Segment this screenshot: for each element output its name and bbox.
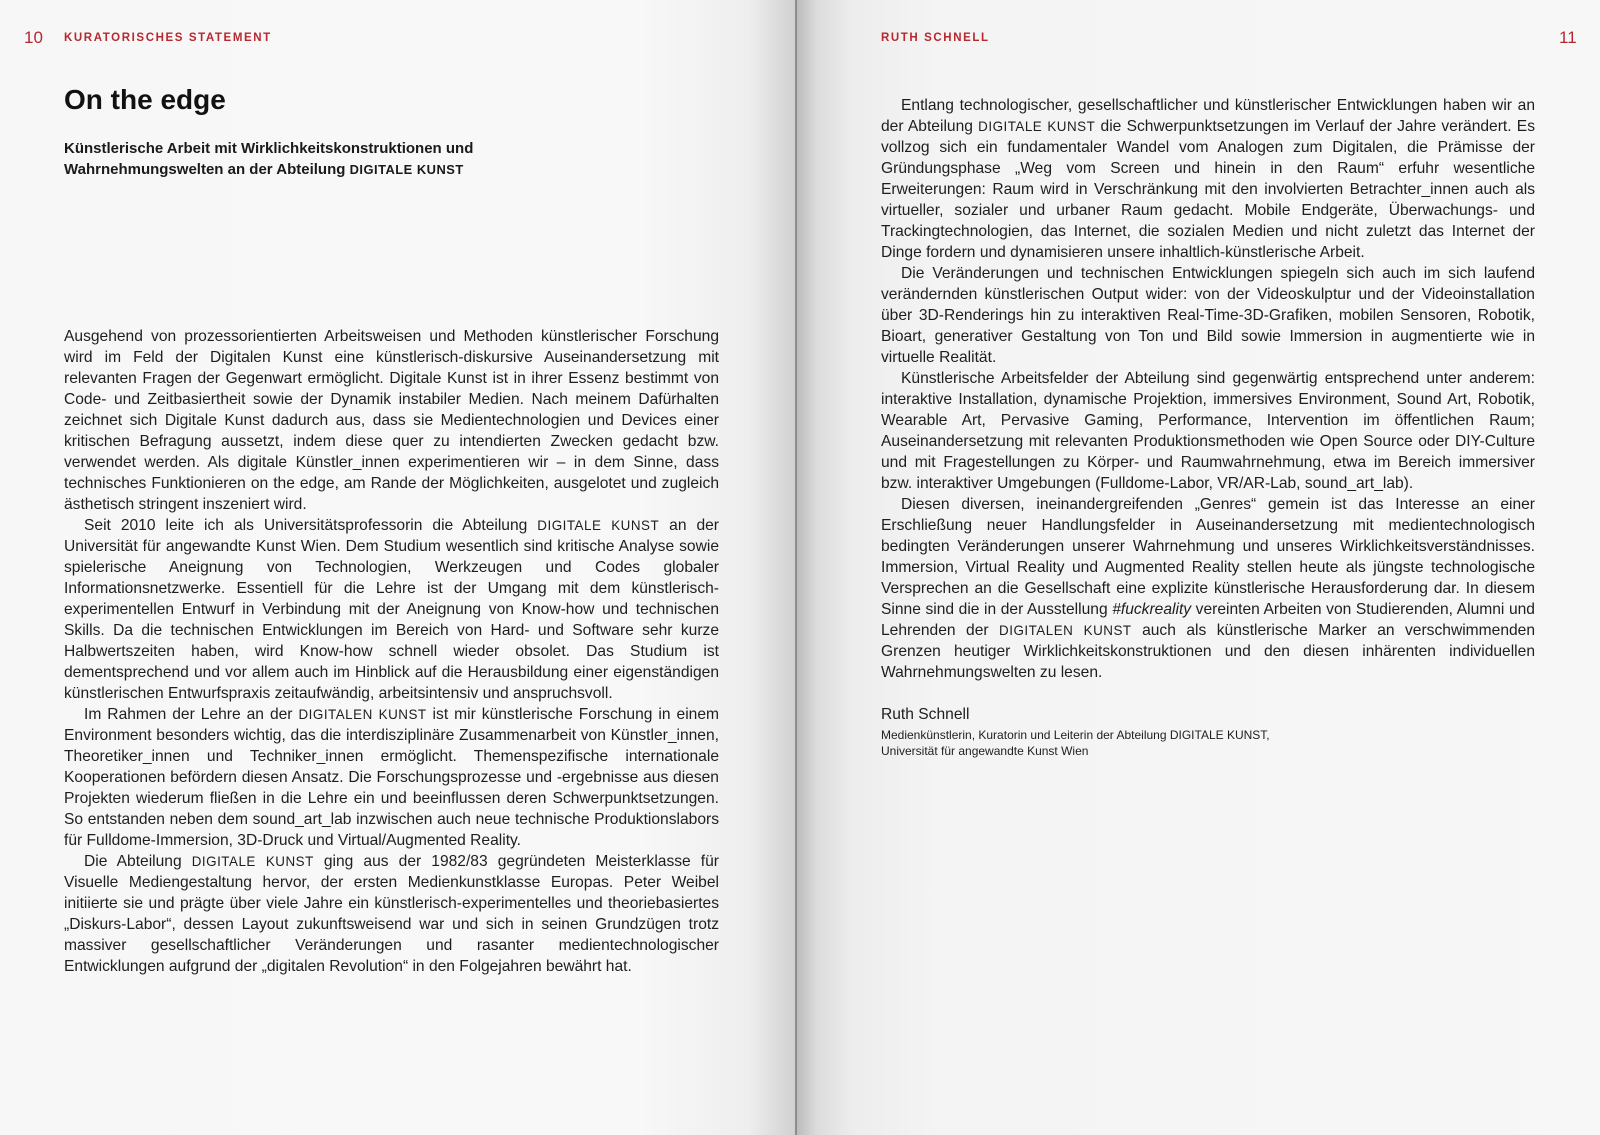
paragraph [64, 704, 719, 851]
department-name: DIGITALE KUNST [978, 119, 1096, 134]
text-run: an der Universität für angewandte Kunst Wien. Dem Studium wesentlich sind kritische Analyse sowie spielerische Aneignung von Technologien, Werkzeugen und Codes globaler Informationsnetzwerke. Essentiell für die Lehre ist der Umgang mit dem künstlerisch-experimentellen Entwurf in Verbindung mit der Aneignung von Know-how und technischen Skills. Da die technischen Entwicklungen im Bereich von Hard- und Software sehr kurze Halbwertszeiten haben, wird Know-how schnell wieder obsolet. Das Studium ist dementsprechend und vor allem auch im Hinblick auf die Herausbildung einer eigenständigen künstlerischen Entwurfspraxis zeitaufwändig, arbeitsintensiv und anspruchsvoll. [64, 517, 719, 702]
left-body-text [64, 326, 719, 977]
subtitle-text: Künstlerische Arbeit mit Wirklichkeitskonstruktionen und Wahrnehmungswelten an der Abteilung [64, 140, 474, 178]
running-head-left: KURATORISCHES STATEMENT [64, 32, 272, 44]
paragraph [881, 494, 1535, 683]
paragraph [64, 851, 719, 977]
subtitle-department: DIGITALE KUNST [349, 162, 464, 177]
right-body-text [881, 95, 1535, 759]
department-name: DIGITALE KUNST [191, 854, 314, 869]
text-run: die Schwerpunktsetzungen im Verlauf der Jahre verändert. Es vollzog sich ein fundamentaler Wandel vom Analogen zum Digitalen, die Prämisse der Gründungsphase „Weg vom Screen und hinein in den Raum“ erfuhr wesentliche Erweiterungen: Raum wird in Verschränkung mit den involvierten Betrachter_innen auch als virtueller, sozialer und urbaner Raum gedacht. Mobile Endgeräte, Überwachungs- und Trackingtechnologien, das Internet, die sozialen Medien und nicht zuletzt das Internet der Dinge fordern und dynamisieren unsere inhaltlich-künstlerische Arbeit. [881, 118, 1535, 261]
page-number-left: 10 [24, 28, 43, 47]
text-run: ist mir künstlerische Forschung in einem Environment besonders wichtig, das die interdisziplinäre Zusammenarbeit von Künstler_innen, Theoretiker_innen und Techniker_innen ermöglicht. Themenspezifische internationale Kooperationen befördern diesen Ansatz. Die Forschungsprozesse und -ergebnisse aus diesen Projekten wiederum fließen in die Lehre ein und beeinflussen deren Schwerpunktsetzungen. So entstanden neben dem sound_art_lab inzwischen auch neue technische Produktionslabors für Fulldome-Immersion, 3D-Druck und Virtual/Augmented Reality. [64, 706, 720, 849]
left-page [0, 0, 797, 1135]
department-name: DIGITALEN KUNST [298, 707, 427, 722]
text-run: auch als künstlerische Marker an verschwimmenden Grenzen heutiger Wirklichkeitskonstruktionen und den diesen inhärenten individuellen Wahrnehmungswelten zu lesen. [881, 622, 1536, 681]
text-run: Diesen diversen, ineinandergreifenden „Genres“ gemein ist das Interesse an einer Erschließung neuer Handlungsfelder in Auseinandersetzung mit medientechnologisch bedingten Veränderungen unserer Wahrnehmung und unseres Wirklichkeitsverständnisses. Immersion, Virtual Reality und Augmented Reality stellen heute als jüngste technologische Versprechen an die Gesellschaft eine explizite künstlerische Herausforderung dar. In diesem Sinne sind die in der Ausstellung [881, 496, 1535, 618]
article-subtitle [64, 138, 624, 180]
author-institution: Universität für angewandte Kunst Wien [881, 744, 1089, 758]
page-number-right: 11 [1559, 28, 1577, 47]
text-run: vereinten Arbeiten von Studierenden, Alumni und Lehrenden der [881, 601, 1535, 639]
signature-block [881, 704, 1535, 759]
text-run: Entlang technologischer, gesellschaftlicher und künstlerischer Entwicklungen haben wir an der Abteilung [881, 97, 1535, 135]
paragraph: Die Veränderungen und technischen Entwicklungen spiegeln sich auch im sich laufend verändernden künstlerischen Output wider: von der Videoskulptur und der Videoinstallation über 3D-Renderings hin zu interaktiven Real-Time-3D-Grafiken, mobilen Sensoren, Robotik, Bioart, generativer Gestaltung von Ton und Bild sowie Immersion in augmentierte wie in virtuelle Realität. [881, 265, 1535, 366]
paragraph [64, 515, 719, 704]
article-title: On the edge [64, 84, 226, 115]
paragraph [881, 95, 1535, 263]
right-page [797, 0, 1600, 1135]
department-name: DIGITALEN KUNST [999, 623, 1132, 638]
running-head-right: RUTH SCHNELL [881, 32, 990, 44]
department-name: DIGITALE KUNST [537, 518, 660, 533]
author-name: Ruth Schnell [881, 706, 970, 723]
text-run: Seit 2010 leite ich als Universitätsprofessorin die Abteilung [84, 517, 538, 534]
paragraph: Ausgehend von prozessorientierten Arbeitsweisen und Methoden künstlerischer Forschung wird im Feld der Digitalen Kunst eine künstlerisch-diskursive Auseinandersetzung mit relevanten Fragen der Gegenwart ermöglicht. Digitale Kunst ist in ihrer Essenz bestimmt von Code- und Zeitbasiertheit sowie der Dynamik instabiler Medien. Nach meinem Dafürhalten zeichnet sich Digitale Kunst dadurch aus, dass sie Medientechnologien und Devices einer kritischen Befragung aussetzt, indem diese quer zu intendierten Zwecken gedacht bzw. verwendet werden. Als digitale Künstler_innen experimentieren wir – in dem Sinne, dass technisches Funktionieren on the edge, am Rande der Möglichkeiten, ausgelotet und zugleich ästhetisch stringent inszeniert wird. [64, 328, 719, 513]
text-run: Im Rahmen der Lehre an der [84, 706, 299, 723]
text-run: Die Abteilung [84, 853, 192, 870]
exhibition-title: #fuckreality [1112, 601, 1192, 618]
paragraph: Künstlerische Arbeitsfelder der Abteilung sind gegenwärtig entsprechend unter anderem: interaktive Installation, dynamische Projektion, immersives Environment, Sound Art, Robotik, Wearable Art, Pervasive Gaming, Performance, Intervention im öffentlichen Raum; Auseinandersetzung mit relevanten Produktionsmethoden wie Open Source oder DIY-Culture und mit Fragestellungen zu Körper- und Raumwahrnehmung, etwa im Bereich immersiver bzw. interaktiver Umgebungen (Fulldome-Labor, VR/AR-Lab, sound_art_lab). [881, 370, 1535, 492]
author-affiliation: Medienkünstlerin, Kuratorin und Leiterin der Abteilung DIGITALE KUNST, [881, 728, 1270, 742]
text-run: ging aus der 1982/83 gegründeten Meisterklasse für Visuelle Mediengestaltung hervor, der ersten Medienkunstklasse Europas. Peter Weibel initiierte sie und prägte über viele Jahre ein künstlerisch-experimentelles und theoriebasiertes „Diskurs-Labor“, dessen Layout zukunftsweisend war und sich in seinen Grundzügen trotz massiver gesellschaftlicher Veränderungen und rasanter medientechnologischer Entwicklungen aufgrund der „digitalen Revolution“ in den Folgejahren bewährt hat. [64, 853, 720, 975]
